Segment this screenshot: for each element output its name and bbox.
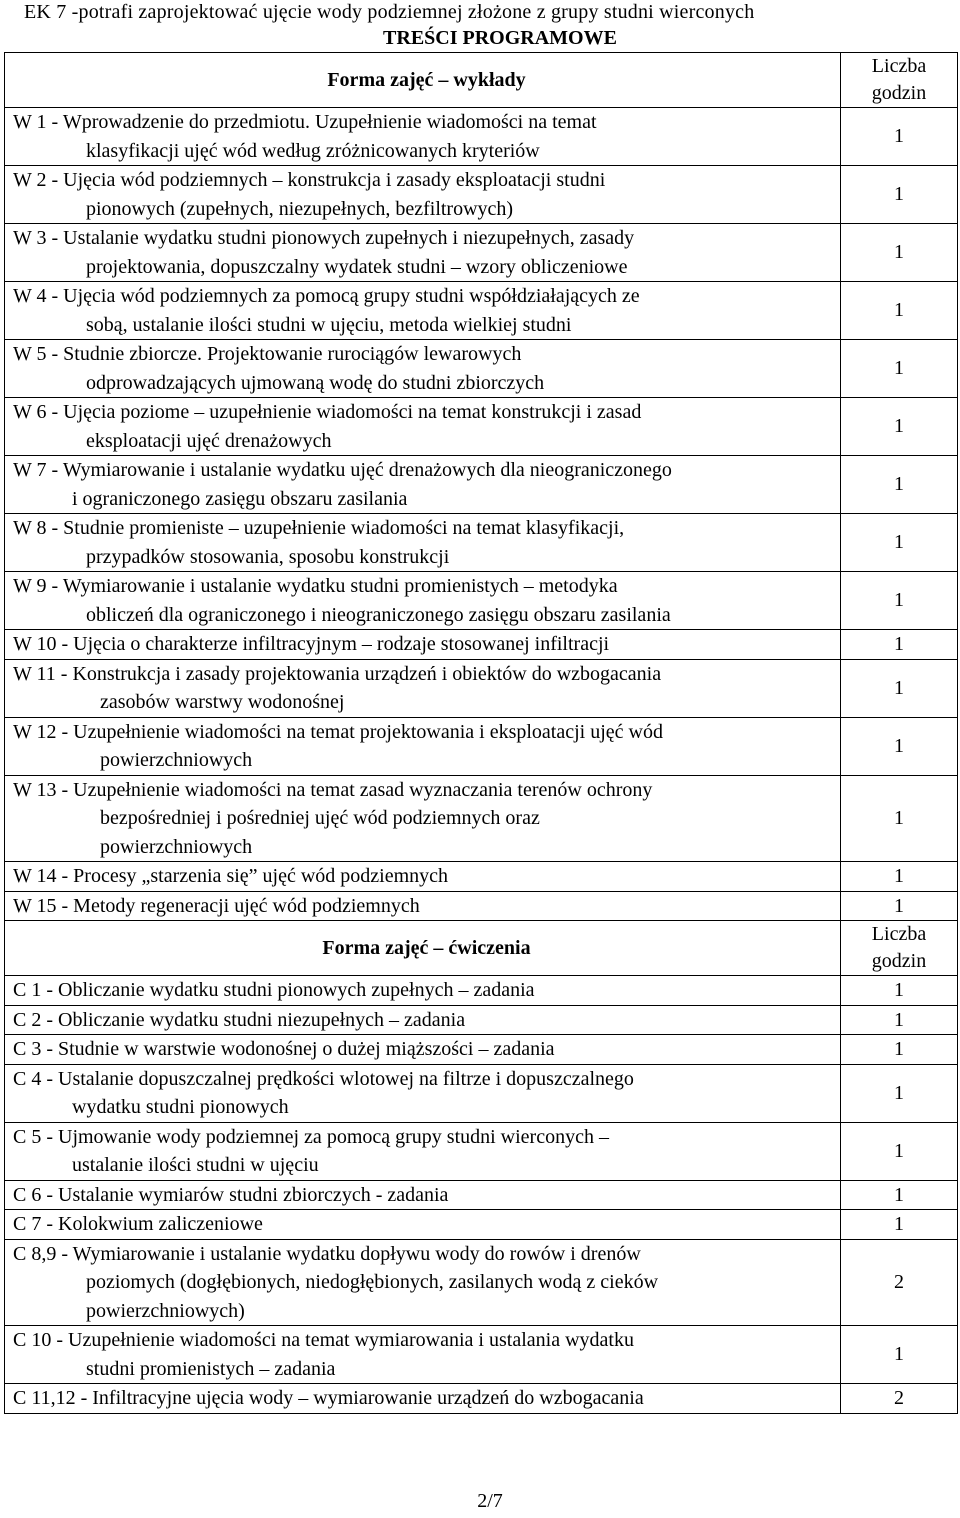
topic-line: studni promienistych – zadania <box>86 1357 336 1380</box>
hours-cell: 1 <box>841 282 958 340</box>
topic-code: W 8 <box>13 517 47 539</box>
topic-code: W 14 <box>13 865 57 887</box>
topic-line <box>13 1210 840 1239</box>
table-row <box>5 891 958 921</box>
table-row <box>5 108 958 166</box>
topic-code: W 9 <box>13 575 47 597</box>
hours-cell: 1 <box>841 1326 958 1384</box>
topic-cell <box>5 891 841 921</box>
topic-line: eksploatacji ujęć drenażowych <box>86 429 332 452</box>
topic-text: - Ujmowanie wody podziemnej za pomocą grupy studni wierconych – <box>41 1125 609 1148</box>
topic-text: - Ujęcia o charakterze infiltracyjnym – rodzaje stosowanej infiltracji <box>56 633 610 655</box>
table-row <box>5 1384 958 1414</box>
topic-code: C 10 <box>13 1329 52 1351</box>
hours-cell: 2 <box>841 1239 958 1326</box>
table-row <box>5 1326 958 1384</box>
hours-cell: 1 <box>841 1210 958 1240</box>
topic-cell <box>5 775 841 862</box>
topic-line: pionowych (zupełnych, niezupełnych, bezfiltrowych) <box>86 197 514 220</box>
topic-text: - Wymiarowanie i ustalanie wydatku ujęć drenażowych dla nieograniczonego <box>46 459 672 481</box>
form-label: Forma zajęć – ćwiczenia <box>322 936 531 959</box>
topic-line <box>13 1384 840 1413</box>
topic-text: - Ujęcia wód podziemnych za pomocą grupy studni współdziałających ze <box>46 285 640 307</box>
hours-cell: 1 <box>841 659 958 717</box>
table-row <box>5 1122 958 1180</box>
hours-cell: 1 <box>841 775 958 862</box>
topic-line: bezpośredniej i pośredniej ujęć wód podziemnych oraz <box>100 807 540 829</box>
hours-cell: 1 <box>841 224 958 282</box>
topic-code: C 8,9 <box>13 1242 57 1265</box>
program-table <box>4 52 958 1414</box>
topic-line <box>13 718 840 747</box>
topic-line <box>13 224 840 253</box>
topic-text: - Wprowadzenie do przedmiotu. Uzupełnienie wiadomości na temat <box>46 111 597 133</box>
hours-cell: 1 <box>841 1064 958 1122</box>
topic-line <box>13 514 840 543</box>
topic-line <box>13 166 840 195</box>
topic-line <box>13 456 840 485</box>
topic-code: C 11,12 <box>13 1387 76 1409</box>
topic-line <box>13 1240 840 1269</box>
topic-text: - Ujęcia wód podziemnych – konstrukcja i zasady eksploatacji studni <box>46 169 606 191</box>
table-row <box>5 572 958 630</box>
topic-line <box>13 398 840 427</box>
topic-text: - Uzupełnienie wiadomości na temat projektowania i eksploatacji ujęć wód <box>56 720 663 743</box>
topic-cell <box>5 976 841 1006</box>
table-row <box>5 1064 958 1122</box>
hours-cell: 1 <box>841 862 958 892</box>
topic-cell <box>5 1005 841 1035</box>
topic-line: poziomych (dogłębionych, niedogłębionych, zasilanych wodą z cieków <box>86 1271 659 1293</box>
table-row <box>5 717 958 775</box>
topic-text: - Infiltracyjne ujęcia wody – wymiarowanie urządzeń do wzbogacania <box>75 1387 644 1409</box>
topic-cell <box>5 1035 841 1065</box>
topic-line: i ograniczonego zasięgu obszaru zasilania <box>72 487 408 510</box>
table-row <box>5 659 958 717</box>
topic-cell <box>5 717 841 775</box>
hours-cell: 1 <box>841 340 958 398</box>
topic-text: - Ustalanie dopuszczalnej prędkości wlotowej na filtrze i dopuszczalnego <box>41 1067 634 1090</box>
topic-cell <box>5 572 841 630</box>
topic-text: - Konstrukcja i zasady projektowania urządzeń i obiektów do wzbogacania <box>55 662 662 685</box>
topic-cell <box>5 398 841 456</box>
topic-line <box>13 282 840 311</box>
topic-cell <box>5 630 841 660</box>
hours-cell: 1 <box>841 572 958 630</box>
topic-text: - Uzupełnienie wiadomości na temat wymiarowania i ustalania wydatku <box>51 1329 634 1351</box>
ek-heading: EK 7 -potrafi zaprojektować ujęcie wody podziemnej złożone z grupy studni wierconych <box>24 1 755 23</box>
table-row <box>5 976 958 1006</box>
topic-text: - Kolokwium zaliczeniowe <box>41 1213 263 1235</box>
hours-cell: 1 <box>841 1122 958 1180</box>
hours-cell: 1 <box>841 1005 958 1035</box>
topic-code: W 12 <box>13 720 57 743</box>
topic-line <box>13 630 840 659</box>
hours-cell: 1 <box>841 398 958 456</box>
hours-cell: 1 <box>841 630 958 660</box>
exercises-header-row <box>5 921 958 976</box>
topic-code: C 2 <box>13 1008 42 1031</box>
hours-cell: 1 <box>841 514 958 572</box>
topic-code: W 11 <box>13 662 56 685</box>
topic-line <box>13 660 840 689</box>
topic-line <box>13 976 840 1005</box>
topic-line: sobą, ustalanie ilości studni w ujęciu, metoda wielkiej studni <box>86 313 572 336</box>
table-row <box>5 398 958 456</box>
topic-line: zasobów warstwy wodonośnej <box>100 691 345 713</box>
topic-text: - Ustalanie wymiarów studni zbiorczych - zadania <box>41 1183 449 1206</box>
topic-text: - Procesy „starzenia się” ujęć wód podziemnych <box>56 865 449 887</box>
topic-text: - Wymiarowanie i ustalanie wydatku dopływu wody do rowów i drenów <box>56 1242 641 1265</box>
topic-code: C 4 <box>13 1067 42 1090</box>
table-row <box>5 166 958 224</box>
lectures-header-row <box>5 53 958 108</box>
form-label-cell <box>5 921 841 976</box>
topic-text: - Wymiarowanie i ustalanie wydatku studni promienistych – metodyka <box>46 575 618 597</box>
topic-line <box>13 1065 840 1094</box>
topic-line <box>13 1326 840 1355</box>
topic-line: ustalanie ilości studni w ujęciu <box>72 1154 319 1176</box>
topic-line <box>13 108 840 137</box>
topic-code: C 5 <box>13 1125 42 1148</box>
hours-cell: 2 <box>841 1384 958 1414</box>
table-row <box>5 340 958 398</box>
topic-cell <box>5 108 841 166</box>
table-row <box>5 1035 958 1065</box>
topic-line: klasyfikacji ujęć wód według zróżnicowanych kryteriów <box>86 139 540 162</box>
topic-code: W 6 <box>13 401 47 423</box>
table-row <box>5 1005 958 1035</box>
topic-line <box>13 1181 840 1210</box>
page-number: 2/7 <box>477 1490 503 1512</box>
topic-cell <box>5 1210 841 1240</box>
topic-line: odprowadzających ujmowaną wodę do studni zbiorczych <box>86 371 545 394</box>
topic-text: - Studnie zbiorcze. Projektowanie rurociągów lewarowych <box>46 343 522 365</box>
topic-code: W 3 <box>13 227 47 249</box>
table-row <box>5 775 958 862</box>
topic-text: - Obliczanie wydatku studni niezupełnych – zadania <box>41 1008 466 1031</box>
topic-cell <box>5 1384 841 1414</box>
topic-cell <box>5 659 841 717</box>
topic-line: wydatku studni pionowych <box>72 1096 289 1118</box>
topic-cell <box>5 1239 841 1326</box>
hours-cell: 1 <box>841 108 958 166</box>
topic-text: - Obliczanie wydatku studni pionowych zupełnych – zadania <box>41 979 535 1001</box>
hours-header-cell <box>841 53 958 108</box>
topic-line <box>13 892 840 921</box>
topic-code: C 7 <box>13 1213 42 1235</box>
topic-cell <box>5 1122 841 1180</box>
hours-cell: 1 <box>841 891 958 921</box>
topic-line <box>13 572 840 601</box>
hours-header-line2: godzin <box>871 82 927 104</box>
topic-line: obliczeń dla ograniczonego i nieograniczonego zasięgu obszaru zasilania <box>86 603 671 626</box>
form-label: Forma zajęć – wykłady <box>327 68 526 91</box>
topic-cell <box>5 224 841 282</box>
table-row <box>5 514 958 572</box>
topic-text: - Metody regeneracji ujęć wód podziemnych <box>56 894 420 917</box>
topic-text: - Studnie promieniste – uzupełnienie wiadomości na temat klasyfikacji, <box>46 517 625 539</box>
topic-line <box>13 862 840 891</box>
table-row <box>5 1210 958 1240</box>
hours-header-line2: godzin <box>871 950 927 972</box>
topic-cell <box>5 166 841 224</box>
table-row <box>5 630 958 660</box>
topic-cell <box>5 340 841 398</box>
topic-text: - Ujęcia poziome – uzupełnienie wiadomości na temat konstrukcji i zasad <box>46 401 642 423</box>
hours-header-cell <box>841 921 958 976</box>
hours-cell: 1 <box>841 1180 958 1210</box>
topic-code: W 7 <box>13 459 47 481</box>
hours-cell: 1 <box>841 456 958 514</box>
topic-code: C 1 <box>13 979 42 1001</box>
topic-text: - Studnie w warstwie wodonośnej o dużej miąższości – zadania <box>41 1038 555 1060</box>
topic-line <box>13 776 840 805</box>
topic-cell <box>5 456 841 514</box>
hours-header-line1: Liczba <box>871 923 927 945</box>
topic-text: - Uzupełnienie wiadomości na temat zasad wyznaczania terenów ochrony <box>56 778 653 801</box>
form-label-cell <box>5 53 841 108</box>
topic-cell <box>5 1180 841 1210</box>
topic-code: W 4 <box>13 285 47 307</box>
topic-line <box>13 340 840 369</box>
table-row <box>5 224 958 282</box>
topic-code: W 2 <box>13 169 47 191</box>
topic-line: przypadków stosowania, sposobu konstrukcji <box>86 545 450 568</box>
topic-code: W 13 <box>13 778 57 801</box>
topic-cell <box>5 1064 841 1122</box>
hours-cell: 1 <box>841 976 958 1006</box>
topic-cell <box>5 514 841 572</box>
topic-line: powierzchniowych <box>100 749 253 771</box>
hours-header-line1: Liczba <box>871 55 927 77</box>
table-row <box>5 862 958 892</box>
topic-line: powierzchniowych) <box>86 1299 245 1322</box>
topic-code: C 3 <box>13 1038 42 1060</box>
hours-cell: 1 <box>841 1035 958 1065</box>
topic-line <box>13 1123 840 1152</box>
topic-code: W 5 <box>13 343 47 365</box>
table-row <box>5 1239 958 1326</box>
table-row <box>5 1180 958 1210</box>
topic-code: W 1 <box>13 111 47 133</box>
section-title: TREŚCI PROGRAMOWE <box>383 27 617 49</box>
hours-cell: 1 <box>841 166 958 224</box>
table-row <box>5 282 958 340</box>
topic-code: W 15 <box>13 894 57 917</box>
topic-line <box>13 1035 840 1064</box>
hours-cell: 1 <box>841 717 958 775</box>
topic-cell <box>5 282 841 340</box>
topic-cell <box>5 1326 841 1384</box>
topic-code: C 6 <box>13 1183 42 1206</box>
topic-cell <box>5 862 841 892</box>
topic-code: W 10 <box>13 633 57 655</box>
topic-line: projektowania, dopuszczalny wydatek studni – wzory obliczeniowe <box>86 255 628 278</box>
topic-text: - Ustalanie wydatku studni pionowych zupełnych i niezupełnych, zasady <box>46 227 635 249</box>
table-row <box>5 456 958 514</box>
topic-line: powierzchniowych <box>100 835 253 858</box>
topic-line <box>13 1006 840 1035</box>
